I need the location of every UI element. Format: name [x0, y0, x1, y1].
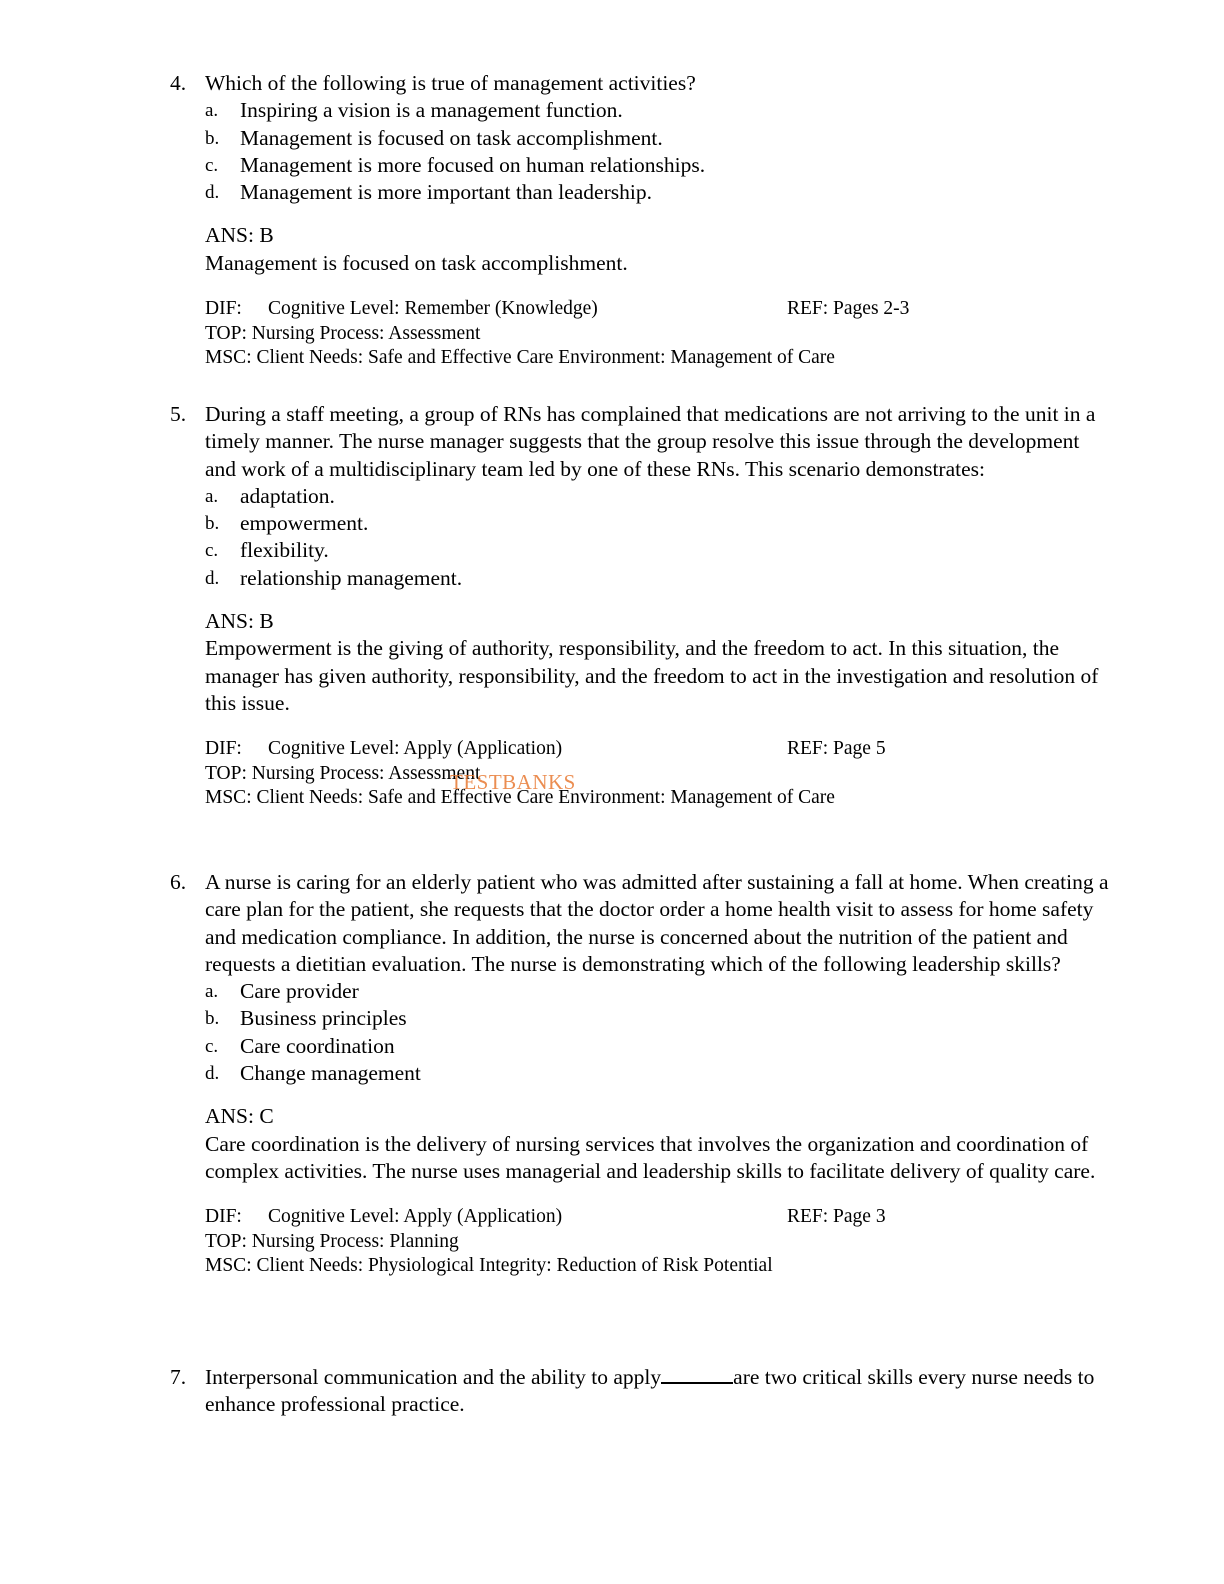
answer-key: ANS: B	[205, 609, 274, 634]
question-7	[170, 1364, 1120, 1419]
msc: MSC: Client Needs: Physiological Integrity: Reduction of Risk Potential	[205, 1255, 773, 1277]
question-number: 6.	[170, 870, 187, 894]
msc: MSC: Client Needs: Safe and Effective Care Environment: Management of Care	[205, 787, 835, 809]
answer-key: ANS: B	[205, 223, 274, 248]
option-b: b. empowerment.	[205, 511, 369, 536]
option-a: a. adaptation.	[205, 483, 335, 508]
answer-block	[205, 608, 1120, 717]
answer-block	[205, 222, 1120, 277]
answer-key: ANS: C	[205, 1104, 274, 1129]
option-c: c. flexibility.	[205, 538, 329, 563]
dif-value: Cognitive Level: Apply (Application)	[268, 1206, 563, 1228]
msc: MSC: Client Needs: Safe and Effective Care Environment: Management of Care	[205, 347, 835, 369]
topic: TOP: Nursing Process: Assessment	[205, 322, 481, 344]
option-a: a. Inspiring a vision is a management function.	[205, 98, 623, 123]
dif-label: DIF:	[205, 298, 242, 320]
options-list	[205, 978, 1120, 1087]
option-c: c. Care coordination	[205, 1033, 395, 1058]
question-number: 5.	[170, 402, 187, 426]
option-d: d. Management is more important than leadership.	[205, 180, 652, 205]
ref: REF: Page 3	[787, 1206, 886, 1228]
rationale: Care coordination is the delivery of nursing services that involves the organization and coordination of complex activities. The nurse uses managerial and leadership skills to facilitate delivery of quality care.	[205, 1131, 1096, 1183]
dif-label: DIF:	[205, 1206, 242, 1228]
dif-label: DIF:	[205, 738, 242, 760]
question-stem: During a staff meeting, a group of RNs has complained that medications are not arriving to the unit in a timely manner. The nurse manager suggests that the group resolve this issue through the development and work of a multidisciplinary team led by one of these RNs. This scenario demonstrates:	[205, 402, 1096, 481]
question-number: 4.	[170, 71, 187, 95]
question-stem: A nurse is caring for an elderly patient who was admitted after sustaining a fall at home. When creating a care plan for the patient, she requests that the doctor order a home health visit to assess for home safety and medication compliance. In addition, the nurse is concerned about the nutrition of the patient and requests a dietitian evaluation. The nurse is demonstrating which of the following leadership skills?	[205, 870, 1109, 976]
question-5	[170, 401, 1120, 811]
answer-block	[205, 1103, 1120, 1185]
ref: REF: Pages 2-3	[787, 298, 910, 320]
metadata-block	[205, 1205, 1120, 1279]
option-b: b. Business principles	[205, 1006, 407, 1031]
dif-value: Cognitive Level: Remember (Knowledge)	[268, 298, 598, 320]
metadata-block	[205, 737, 1120, 811]
topic: TOP: Nursing Process: Planning	[205, 1230, 459, 1252]
option-d: d. Change management	[205, 1061, 421, 1086]
option-d: d. relationship management.	[205, 565, 463, 590]
option-a: a. Care provider	[205, 979, 359, 1004]
question-number: 7.	[170, 1365, 187, 1389]
dif-value: Cognitive Level: Apply (Application)	[268, 738, 563, 760]
question-6	[170, 869, 1120, 1279]
topic: TOP: Nursing Process: Assessment	[205, 762, 481, 784]
metadata-block	[205, 297, 1120, 371]
watermark: TESTBANKS	[450, 770, 576, 794]
question-stem: Interpersonal communication and the ability to apply are two critical skills every nurse needs to enhance professional practice.	[205, 1365, 1095, 1417]
question-stem: Which of the following is true of management activities?	[205, 71, 696, 95]
ref: REF: Page 5	[787, 738, 886, 760]
fill-in-blank	[661, 1364, 733, 1384]
options-list	[205, 97, 1120, 206]
options-list	[205, 483, 1120, 592]
option-b: b. Management is focused on task accomplishment.	[205, 125, 663, 150]
rationale: Management is focused on task accomplishment.	[205, 250, 628, 275]
question-4	[170, 70, 1120, 371]
option-c: c. Management is more focused on human relationships.	[205, 152, 706, 177]
rationale: Empowerment is the giving of authority, responsibility, and the freedom to act. In this situation, the manager has given authority, responsibility, and the freedom to act in the investigation and resolution of this issue.	[205, 636, 1099, 715]
